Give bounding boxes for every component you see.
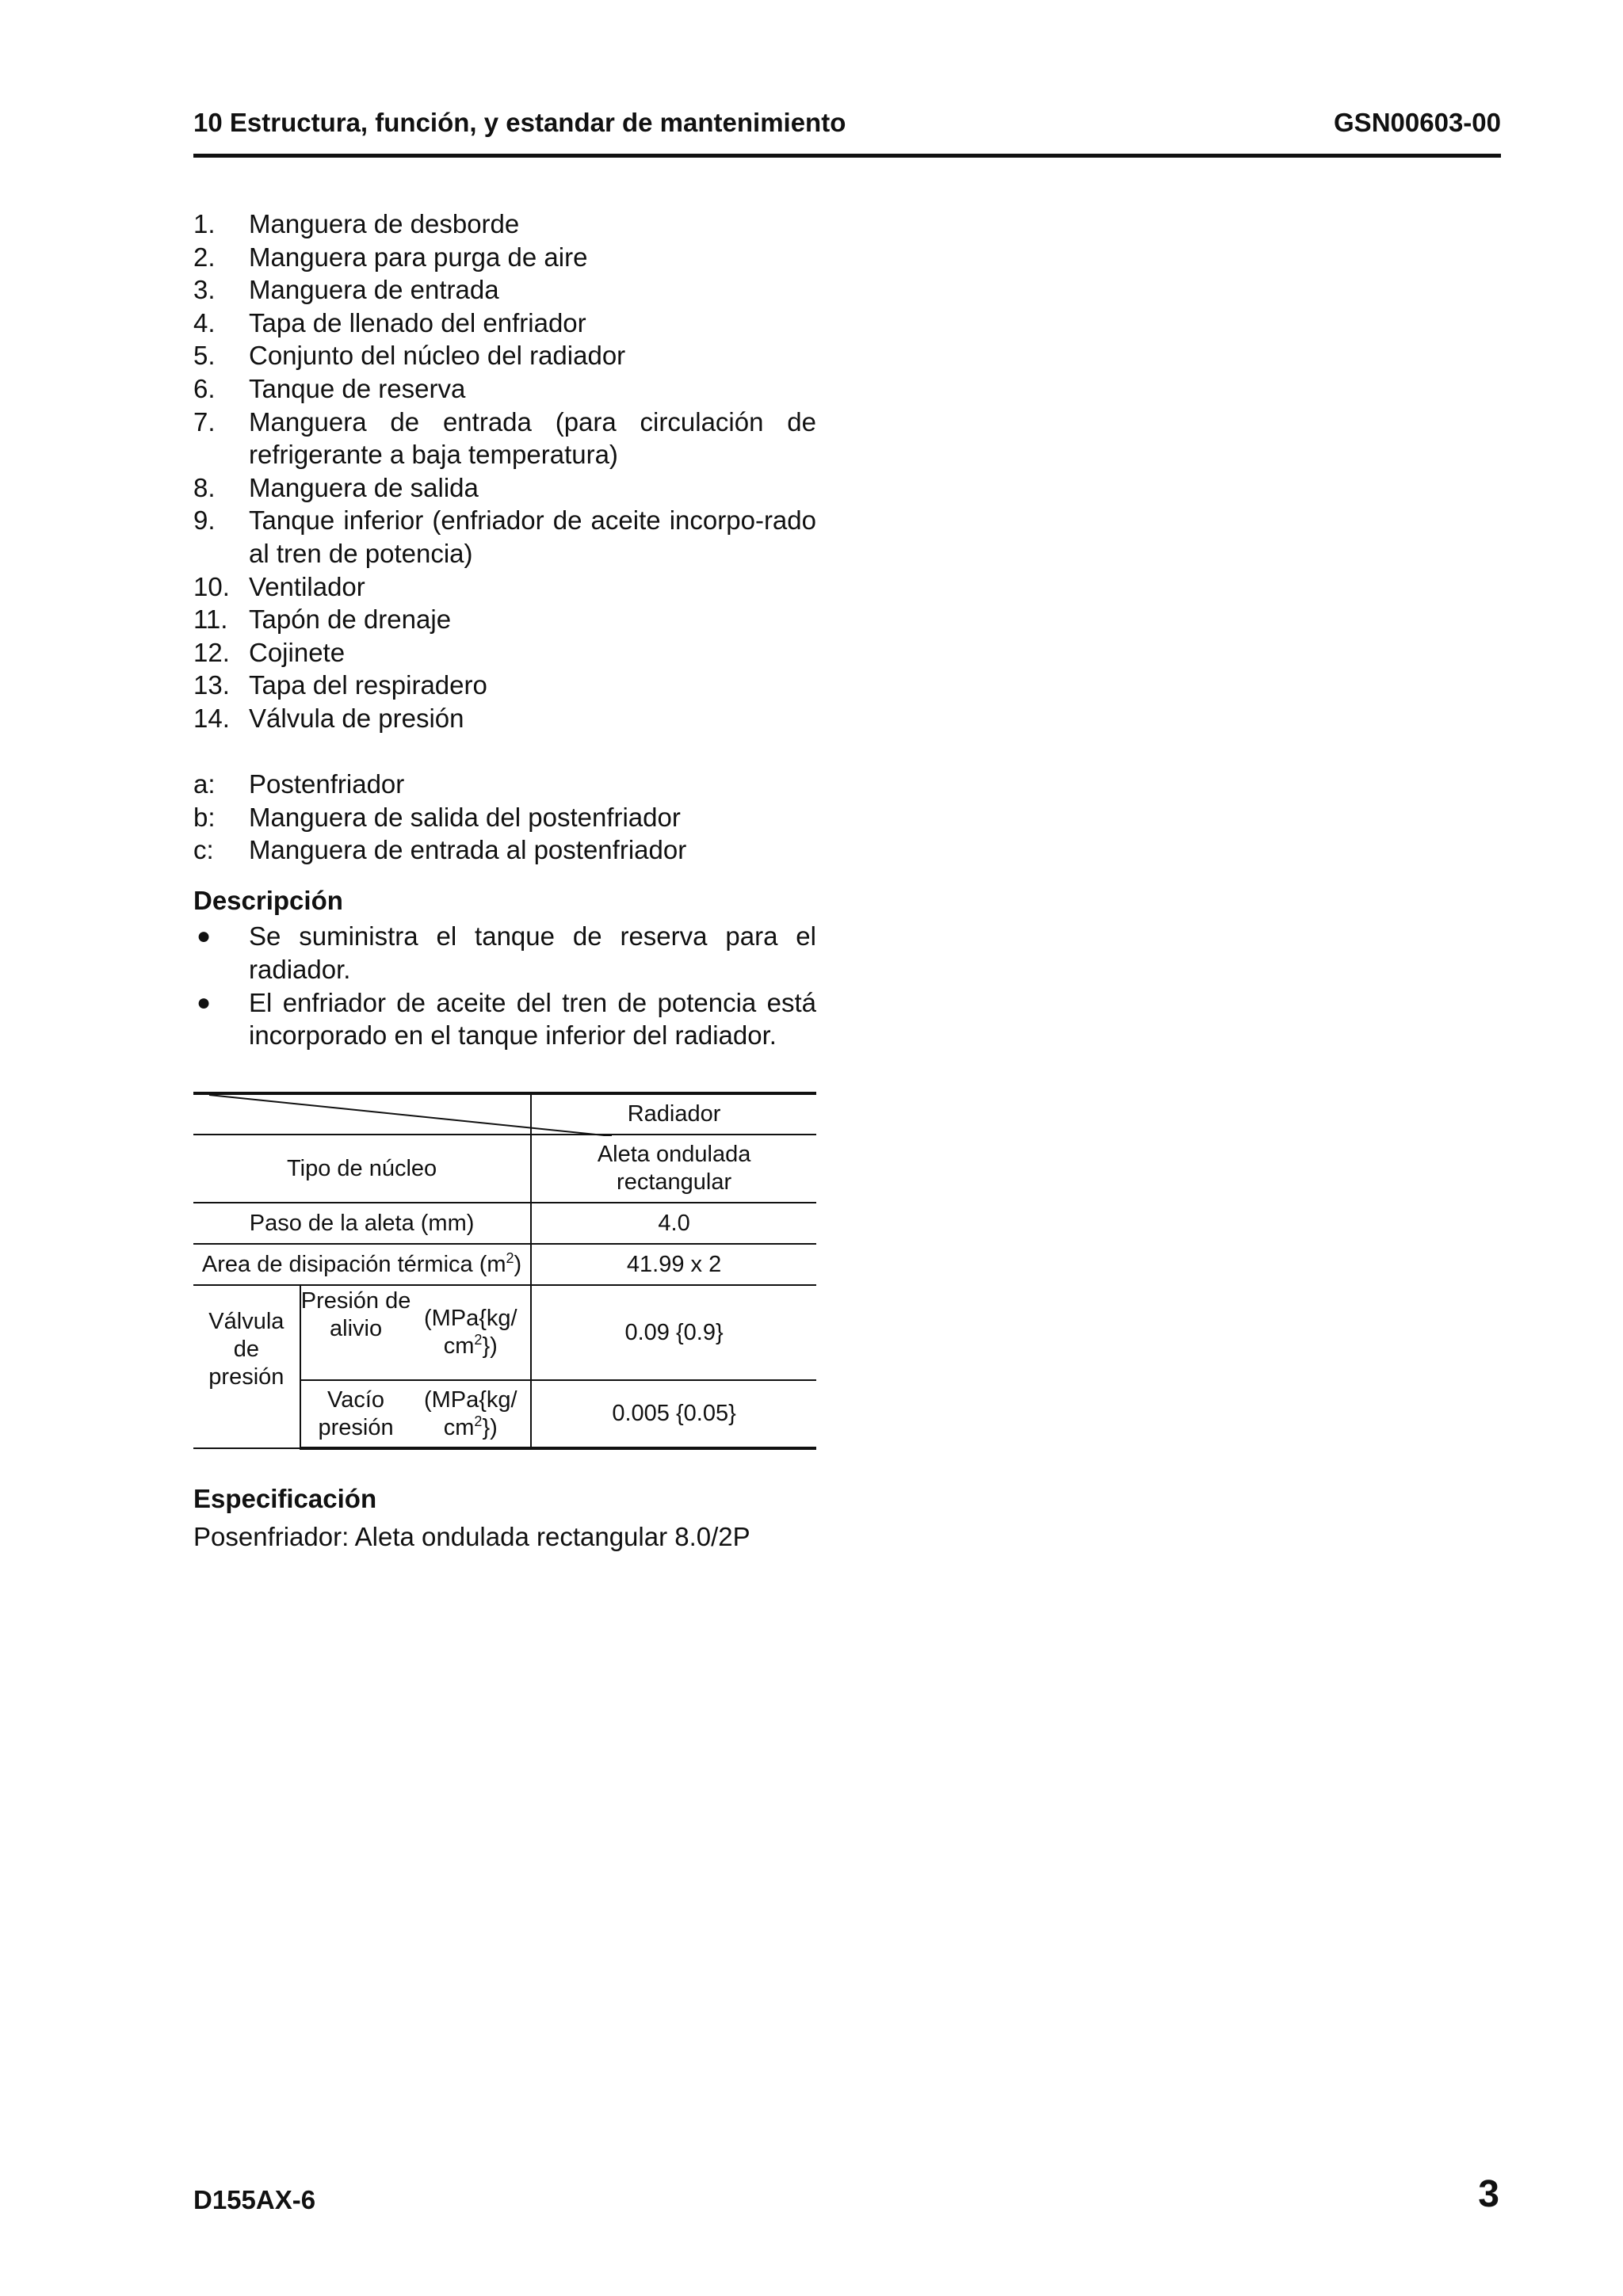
table-cell: (MPa{kg/ $cm^2$}) xyxy=(411,1380,531,1448)
table-cell: Area de disipación térmica $(m^2)$ xyxy=(193,1244,531,1285)
list-item: 11. Tapón de drenaje xyxy=(193,605,452,635)
list-item: 12. Cojinete xyxy=(193,637,346,667)
list-item: 3. Manguera de entrada xyxy=(193,275,499,305)
column-header: Radiador xyxy=(531,1093,816,1135)
table-cell: 0.005 {0.05} xyxy=(531,1380,816,1448)
list-item: 7. Manguera de entrada (para circulación de refrigerante a baja temperatura) xyxy=(193,406,816,470)
table-cell: 4.0 xyxy=(531,1203,816,1244)
table-cell: Válvula de presión xyxy=(193,1285,300,1448)
list-item: 14. Válvula de presión xyxy=(193,703,464,733)
list-item: c: Manguera de entrada al postenfriador xyxy=(193,835,687,865)
table-cell: Vacío presión xyxy=(300,1380,411,1448)
section-title: 10 Estructura, función, y estandar de mantenimiento xyxy=(193,108,846,137)
diagonal-line xyxy=(193,1095,612,1136)
content-column xyxy=(193,208,816,1052)
page-header xyxy=(193,108,1501,158)
table-cell: 41.99 x 2 xyxy=(531,1244,816,1285)
bullet-icon: ● xyxy=(197,989,212,1016)
model-number: D155AX-6 xyxy=(193,2185,316,2214)
parts-list xyxy=(193,208,816,735)
list-item: ● Se suministra el tanque de reserva para el radiador. xyxy=(193,920,816,986)
table-cell: Tipo de núcleo xyxy=(193,1135,531,1203)
table-cell: 0.09 {0.9} xyxy=(531,1285,816,1380)
list-item: 13. Tapa del respiradero xyxy=(193,670,487,700)
table-cell: Presión de alivio xyxy=(300,1285,411,1380)
document-code: GSN00603-00 xyxy=(1334,108,1501,137)
list-item: b: Manguera de salida del postenfriador xyxy=(193,802,681,832)
list-item: 8. Manguera de salida xyxy=(193,472,479,502)
table-cell: Paso de la aleta (mm) xyxy=(193,1203,531,1244)
list-item: 6. Tanque de reserva xyxy=(193,373,466,403)
specification-text: Posenfriador: Aleta ondulada rectangular 8.0/2P xyxy=(193,1522,750,1551)
list-item: 9. Tanque inferior (enfriador de aceite incorpo-rado al tren de potencia) xyxy=(193,505,816,568)
list-item: a: Postenfriador xyxy=(193,769,405,799)
page-number: 3 xyxy=(1478,2173,1499,2215)
list-item: ● El enfriador de aceite del tren de potencia está incorporado en el tanque inferior del radiador. xyxy=(193,986,816,1052)
aftercooler-list xyxy=(193,768,816,867)
description-list xyxy=(193,920,816,1051)
table-cell: (MPa{kg/ $cm^2$}) xyxy=(411,1285,531,1380)
list-item: 1. Manguera de desborde xyxy=(193,209,520,238)
description-heading: Descripción xyxy=(193,885,343,915)
specification-heading: Especificación xyxy=(193,1484,377,1513)
list-item: 10. Ventilador xyxy=(193,571,365,601)
diagonal-header-cell xyxy=(193,1093,531,1135)
radiator-spec-table xyxy=(193,1092,816,1450)
list-item: 4. Tapa de llenado del enfriador xyxy=(193,307,586,338)
table-cell: Aleta ondulada rectangular xyxy=(531,1135,816,1203)
list-item: 2. Manguera para purga de aire xyxy=(193,242,588,272)
bullet-icon: ● xyxy=(197,923,212,950)
list-item: 5. Conjunto del núcleo del radiador xyxy=(193,341,626,371)
